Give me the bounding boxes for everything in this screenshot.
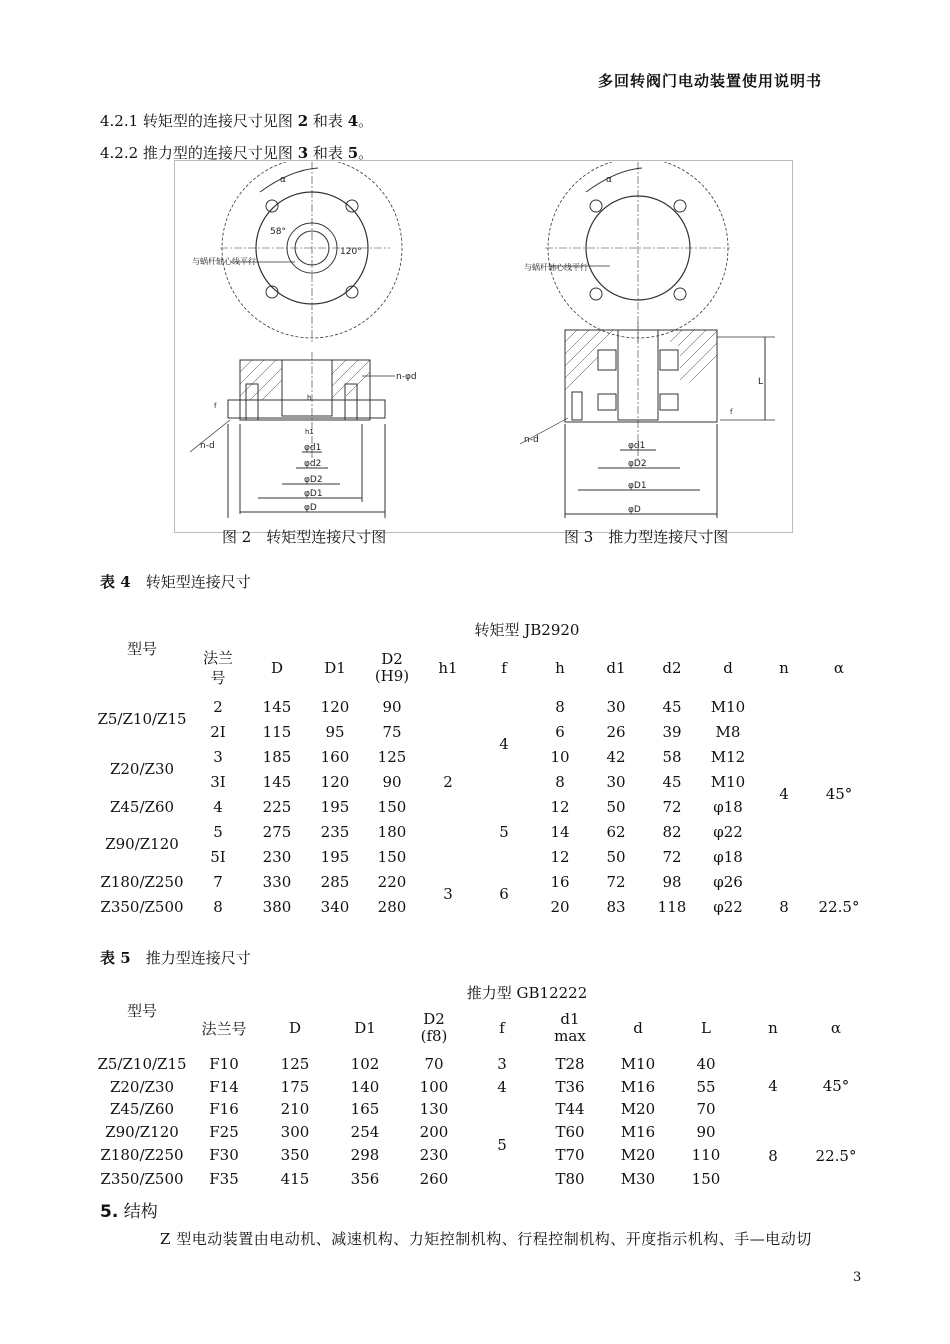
t4-header-f: f — [501, 659, 507, 677]
t5-n-value: 8 — [768, 1146, 778, 1165]
figure-3-drawing — [520, 162, 785, 524]
fig2-D1-label: φD1 — [304, 489, 323, 499]
t4-group-title: 转矩型 JB2920 — [474, 620, 580, 639]
t4-f-value: 6 — [499, 885, 509, 903]
fig2-h-label: h — [307, 394, 312, 402]
t4-f-value: 5 — [499, 822, 509, 841]
t4-alpha-value: 45° — [825, 785, 853, 803]
fig3-d1-label: φd1 — [628, 441, 646, 451]
fig3-D2-label: φD2 — [628, 459, 647, 469]
figure-2-caption: 图 2 转矩型连接尺寸图 — [222, 528, 387, 546]
t4-n-value: 4 — [779, 785, 789, 803]
t4-header-h: h — [555, 659, 565, 677]
t4-f-value: 4 — [499, 735, 509, 753]
fig2-n-d-label: n-d — [200, 441, 215, 451]
text-line-4-2-2: 4.2.2 推力型的连接尺寸见图 3 和表 5。 — [100, 144, 374, 162]
t5-header-L: L — [701, 1019, 711, 1037]
t4-model: Z180/Z250 — [100, 872, 184, 891]
t4-header-h1: h1 — [438, 659, 458, 677]
t5-header-D2: D2 (f8) — [420, 1010, 448, 1045]
t5-header-alpha: α — [830, 1019, 842, 1037]
t4-alpha-value: 22.5° — [818, 897, 860, 916]
fig3-L-label: L — [758, 377, 764, 387]
t5-alpha-value: 22.5° — [815, 1146, 857, 1165]
t5-header-flange: 法兰号 — [201, 1019, 247, 1038]
t4-model: Z350/Z500 — [100, 897, 184, 916]
fig3-alpha-label: α — [606, 175, 612, 185]
fig3-f-label: f — [730, 408, 733, 416]
fig2-angle-58: 58° — [270, 227, 286, 237]
table-5: 型号 推力型 GB12222 法兰号 D D1 D2 (f8) f d1 max d L n α Z5/Z10/Z15 F10 125 102 70 3 T28 M10 40 4 45° Z20/Z30 F14 175 140 100 4 T36 M16 55 Z45/Z60 F16 210 165 130 5 T44 M20 70 Z90/Z120 F25 300 254 200 T60 M16 90 8 22.5° Z180/Z250 F30 350 298 230 T70 M20 110 Z350/Z500 F35 415 356 260 T80 M30 150 — [96, 980, 866, 1191]
t4-model: Z90/Z120 — [105, 835, 179, 853]
running-header: 多回转阀门电动装置使用说明书 — [597, 72, 822, 90]
t5-header-n: n — [768, 1019, 778, 1037]
section-heading: 5. 结构 — [100, 1202, 158, 1222]
t4-h1-value: 2 — [443, 772, 453, 791]
structure-paragraph: Z 型电动装置由电动机、减速机构、力矩控制机构、行程控制机构、开度指示机构、手—电动切 — [160, 1230, 812, 1248]
fig3-D-label: φD — [628, 505, 641, 515]
page-number: 3 — [853, 1270, 862, 1285]
t4-model: Z45/Z60 — [109, 797, 175, 816]
t5-alpha-value: 45° — [822, 1077, 850, 1095]
t4-header-flange: 法兰 号 — [202, 649, 233, 687]
t5-header-d1: d1 max — [554, 1010, 586, 1045]
t5-f-value: 4 — [497, 1077, 507, 1096]
t5-f-value: 3 — [497, 1054, 507, 1073]
fig3-n-d-label: n-d — [524, 435, 539, 445]
fig2-parallel-note: 与蜗杆轴心线平行 — [192, 257, 256, 266]
t5-header-model: 型号 — [126, 1002, 157, 1020]
t5-n-value: 4 — [768, 1077, 778, 1095]
t5-header-d: d — [633, 1019, 643, 1037]
t4-model: Z20/Z30 — [109, 760, 175, 778]
t4-header-d: d — [723, 659, 733, 677]
t4-h1-value: 3 — [443, 885, 453, 903]
t4-header-D2: D2 (H9) — [374, 650, 410, 685]
fig3-parallel-note: 与蜗杆轴心线平行 — [524, 263, 588, 272]
fig2-alpha-label: α — [280, 175, 286, 185]
table-4: 型号 转矩型 JB2920 法兰 号 D D1 D2 (H9) h1 f h d1 d2 d n α Z5/Z10/Z15 2 145 120 90 2 4 8 30 45 M10 4 45° 2I 115 95 75 6 26 39 M8 Z20/Z30 3 185 160 125 10 42 58 M12 3I 145 120 90 8 30 45 M10 Z45/Z60 4 225 195 150 5 12 50 72 φ18 Z90/Z120 5 275 235 180 14 62 82 φ22 5I 230 195 150 12 50 72 φ18 Z180/Z250 7 330 285 220 3 6 16 72 98 φ26 Z350/Z500 8 380 340 280 20 83 118 φ22 8 22.5° — [96, 616, 866, 919]
t5-f-value: 5 — [497, 1135, 507, 1154]
t4-header-alpha: α — [833, 659, 845, 677]
figure-2-drawing — [190, 162, 440, 524]
fig2-angle-120: 120° — [340, 247, 362, 257]
t4-header-model: 型号 — [126, 640, 157, 658]
text-line-4-2-1: 4.2.1 转矩型的连接尺寸见图 2 和表 4。 — [100, 112, 374, 130]
fig3-D1-label: φD1 — [628, 481, 647, 491]
table-4-caption: 表 4 转矩型连接尺寸 — [100, 573, 251, 591]
t4-header-D: D — [270, 659, 284, 677]
fig2-f-label: f — [214, 402, 217, 410]
table-5-caption: 表 5 推力型连接尺寸 — [100, 949, 251, 967]
fig2-D-label: φD — [304, 503, 317, 513]
t5-header-f: f — [499, 1019, 505, 1037]
t5-group-title: 推力型 GB12222 — [466, 983, 588, 1002]
fig2-h1-label: h1 — [305, 428, 314, 436]
t4-header-n: n — [779, 659, 789, 677]
fig2-d2-label: φd2 — [304, 459, 322, 469]
figure-3-caption: 图 3 推力型连接尺寸图 — [564, 528, 729, 546]
t4-n-value: 8 — [779, 897, 789, 916]
t4-model: Z5/Z10/Z15 — [97, 710, 187, 728]
t4-header-d1: d1 — [606, 659, 626, 677]
t5-header-D1: D1 — [354, 1019, 376, 1037]
t4-header-d2: d2 — [662, 659, 682, 677]
t5-header-D: D — [288, 1019, 302, 1037]
fig2-D2-label: φD2 — [304, 475, 323, 485]
t4-header-D1: D1 — [324, 659, 346, 677]
fig2-n-phid-label: n-φd — [396, 372, 417, 382]
fig2-d1-label: φd1 — [304, 443, 322, 453]
